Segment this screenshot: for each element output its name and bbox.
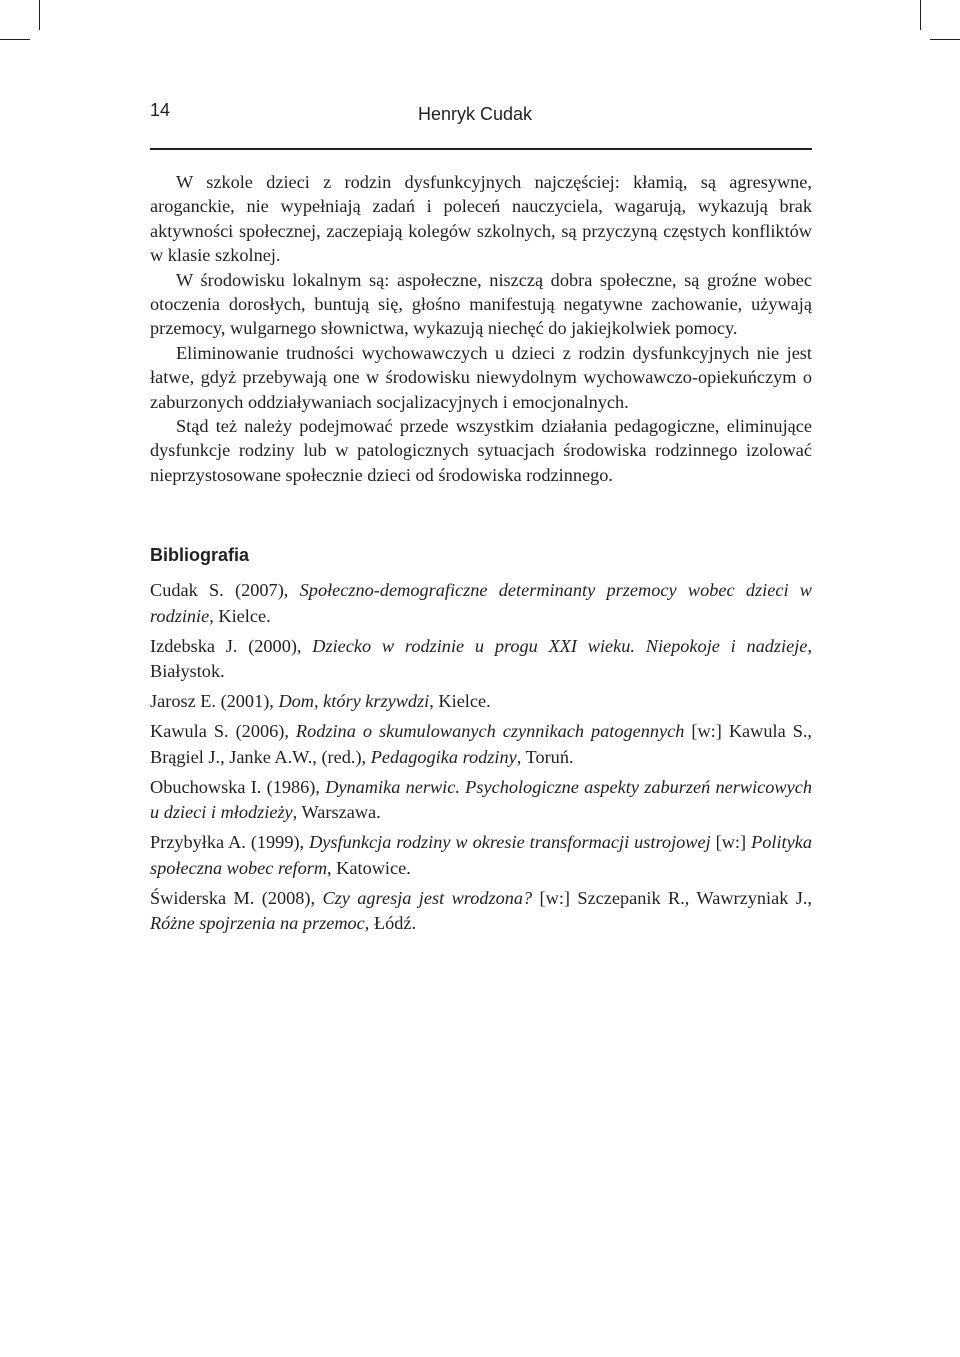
paragraph: Eliminowanie trudności wychowawczych u dzieci z rodzin dysfunkcyjnych nie jest łatwe, gdyż przebywają one w środowisku niewydolnym wychowawczo-opiekuńczym o zaburzonych oddziaływaniach socjalizacyjnych i emocjonalnych.	[150, 342, 812, 412]
bibliography-text: Jarosz E. (2001),	[150, 691, 279, 711]
bibliography-entry	[150, 634, 812, 685]
bibliography-text: Izdebska J. (2000),	[150, 635, 313, 656]
bibliography-text: , Kielce.	[429, 691, 491, 711]
bibliography-text: , Katowice.	[327, 857, 411, 878]
paragraph: W szkole dzieci z rodzin dysfunkcyjnych najczęściej: kłamią, są agresywne, aroganckie, nie wypełniają zadań i poleceń nauczyciela, wagarują, wykazują brak aktywności społecznej, zaczepiają kolegów szkolnych, są przyczyną częstych konfliktów w klasie szkolnej.	[150, 172, 812, 266]
bibliography-title: Czy agresja jest wrodzona?	[322, 887, 533, 908]
bibliography-entry	[150, 775, 812, 826]
bibliography-title: Społeczno-demograficzne determinanty przemocy wobec dzieci w rodzinie	[150, 580, 812, 626]
bibliography-text: [w:] Szczepanik R., Wawrzyniak J.,	[532, 887, 812, 908]
bibliography-title: Dziecko w rodzinie u progu XXI wieku. Niepokoje i nadzieje	[312, 635, 808, 656]
paragraph: W środowisku lokalnym są: aspołeczne, niszczą dobra społeczne, są groźne wobec otoczenia dorosłych, buntują się, głośno manifestują negatywne zachowanie, używają przemocy, wulgarnego słownictwa, wykazują niechęć do jakiejkolwiek pomocy.	[150, 269, 812, 339]
bibliography-text: , Warszawa.	[292, 802, 381, 822]
paragraph: Stąd też należy podejmować przede wszystkim działania pedagogiczne, eliminujące dysfunkcje rodziny lub w patologicznych sytuacjach środowiska rodzinnego izolować nieprzystosowane społecznie dzieci od środowiska rodzinnego.	[150, 416, 812, 485]
header-rule	[150, 148, 812, 150]
bibliography-heading: Bibliografia	[150, 545, 250, 565]
bibliography-title: Różne spojrzenia na przemoc	[150, 913, 365, 933]
bibliography-text: Świderska M. (2008),	[150, 887, 323, 908]
bibliography-title: Pedagogika rodziny	[370, 746, 517, 767]
bibliography-text: , Łódź.	[364, 913, 417, 933]
bibliography-entry	[150, 886, 812, 937]
bibliography-entry	[150, 578, 812, 629]
bibliography-text: Cudak S. (2007),	[150, 580, 300, 600]
bibliography-list	[150, 578, 812, 941]
bibliography-text: Kawula S. (2006),	[150, 721, 296, 741]
crop-mark	[930, 39, 960, 40]
bibliography-text: [w:]	[710, 832, 752, 852]
bibliography-title: Dysfunkcja rodziny w okresie transformacji ustrojowej	[309, 832, 711, 852]
body-text	[150, 170, 812, 487]
bibliography-title: Rodzina o skumulowanych czynnikach patogennych	[295, 721, 685, 741]
bibliography-title: Dynamika nerwic. Psychologiczne aspekty zaburzeń nerwicowych u dzieci i młodzieży	[150, 776, 812, 822]
running-head	[150, 100, 812, 130]
crop-mark	[0, 39, 30, 40]
bibliography-title: Dom, który krzywdzi	[278, 691, 430, 711]
bibliography-title: Polityka społeczna wobec reform	[150, 832, 812, 878]
crop-mark	[39, 0, 40, 30]
running-head-author: Henryk Cudak	[418, 104, 533, 124]
bibliography-text: , Toruń.	[516, 746, 574, 767]
bibliography-text: Przybyłka A. (1999),	[150, 832, 310, 852]
bibliography-text: , Białystok.	[150, 635, 813, 681]
bibliography-text: , Kielce.	[209, 605, 271, 626]
bibliography-entry	[150, 830, 812, 881]
bibliography-entry	[150, 719, 812, 770]
bibliography-text: [w:] Kawula S., Brągiel J., Janke A.W., (red.),	[150, 721, 812, 767]
bibliography-entry	[150, 689, 812, 715]
bibliography-text: Obuchowska I. (1986),	[150, 776, 326, 797]
crop-mark	[920, 0, 921, 30]
page-number: 14	[150, 100, 171, 120]
